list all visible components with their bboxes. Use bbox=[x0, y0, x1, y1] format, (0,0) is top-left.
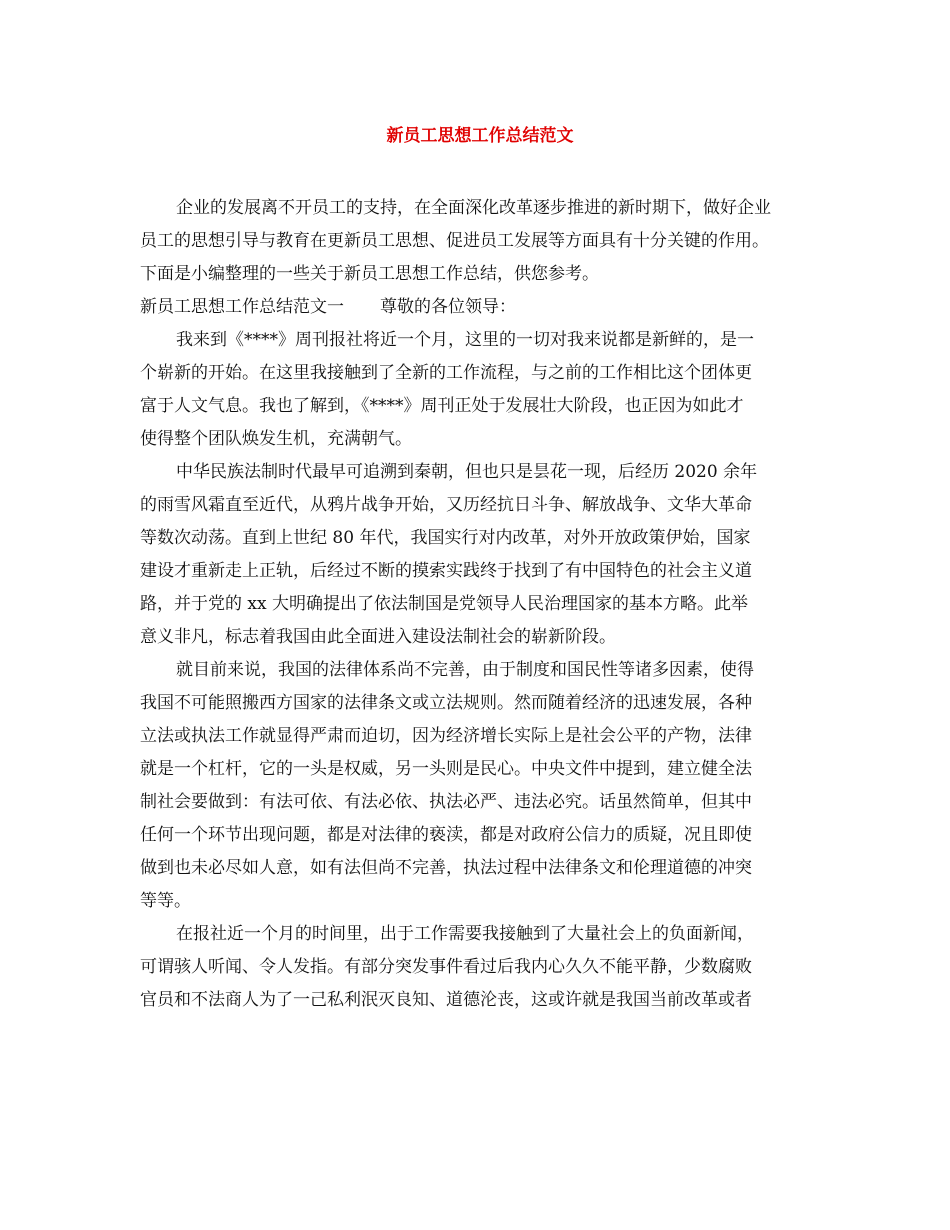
paragraph-line: 等数次动荡。直到上世纪 80 年代，我国实行对内改革，对外开放政策伊始，国家 bbox=[140, 528, 751, 548]
paragraph-line: 富于人文气息。我也了解到，《****》周刊正处于发展壮大阶段，也正因为如此才 bbox=[140, 396, 744, 416]
salutation: 尊敬的各位领导： bbox=[380, 297, 516, 317]
paragraph-line: 员工的思想引导与教育在更新员工思想、促进员工发展等方面具有十分关键的作用。 bbox=[140, 231, 769, 251]
paragraph-line: 建设才重新走上正轨，后经过不断的摸索实践终于找到了有中国特色的社会主义道 bbox=[140, 561, 752, 581]
paragraph-line: 立法或执法工作就显得严肃而迫切，因为经济增长实际上是社会公平的产物，法律 bbox=[140, 726, 752, 746]
paragraph-line: 就目前来说，我国的法律体系尚不完善，由于制度和国民性等诸多因素，使得 bbox=[176, 660, 754, 680]
section-heading: 新员工思想工作总结范文一 bbox=[140, 297, 344, 317]
paragraph-line: 可谓骇人听闻、令人发指。有部分突发事件看过后我内心久久不能平静，少数腐败 bbox=[140, 957, 752, 977]
paragraph-line: 等等。 bbox=[140, 891, 191, 911]
paragraph-line: 的雨雪风霜直至近代，从鸦片战争开始，又历经抗日斗争、解放战争、文华大革命 bbox=[140, 495, 752, 515]
paragraph-line: 官员和不法商人为了一己私利泯灭良知、道德沦丧，这或许就是我国当前改革或者 bbox=[140, 990, 752, 1010]
paragraph-line: 做到也未必尽如人意，如有法但尚不完善，执法过程中法律条文和伦理道德的冲突 bbox=[140, 858, 752, 878]
paragraph-line: 中华民族法制时代最早可追溯到秦朝，但也只是昙花一现，后经历 2020 余年 bbox=[176, 462, 758, 482]
paragraph-line: 使得整个团队焕发生机，充满朝气。 bbox=[140, 429, 412, 449]
paragraph-line: 制社会要做到：有法可依、有法必依、执法必严、违法必究。话虽然简单，但其中 bbox=[140, 792, 752, 812]
paragraph-line: 企业的发展离不开员工的支持，在全面深化改革逐步推进的新时期下，做好企业 bbox=[176, 198, 771, 218]
paragraph-line: 在报社近一个月的时间里，出于工作需要我接触到了大量社会上的负面新闻， bbox=[176, 924, 754, 944]
document-title: 新员工思想工作总结范文 bbox=[386, 126, 574, 146]
paragraph-line: 任何一个环节出现问题，都是对法律的亵渎，都是对政府公信力的质疑，况且即使 bbox=[140, 825, 752, 845]
paragraph-line: 下面是小编整理的一些关于新员工思想工作总结，供您参考。 bbox=[140, 264, 599, 284]
paragraph-line: 意义非凡，标志着我国由此全面进入建设法制社会的崭新阶段。 bbox=[140, 627, 616, 647]
paragraph-line: 个崭新的开始。在这里我接触到了全新的工作流程，与之前的工作相比这个团体更 bbox=[140, 363, 752, 383]
document-body bbox=[140, 192, 820, 1017]
paragraph-line: 我来到《****》周刊报社将近一个月，这里的一切对我来说都是新鲜的，是一 bbox=[176, 330, 754, 350]
paragraph-line: 我国不可能照搬西方国家的法律条文或立法规则。然而随着经济的迅速发展，各种 bbox=[140, 693, 752, 713]
section-heading-line bbox=[140, 291, 820, 324]
paragraph-line: 路，并于党的 xx 大明确提出了依法制国是党领导人民治理国家的基本方略。此举 bbox=[140, 594, 748, 614]
paragraph-line: 就是一个杠杆，它的一头是权威，另一头则是民心。中央文件中提到，建立健全法 bbox=[140, 759, 752, 779]
